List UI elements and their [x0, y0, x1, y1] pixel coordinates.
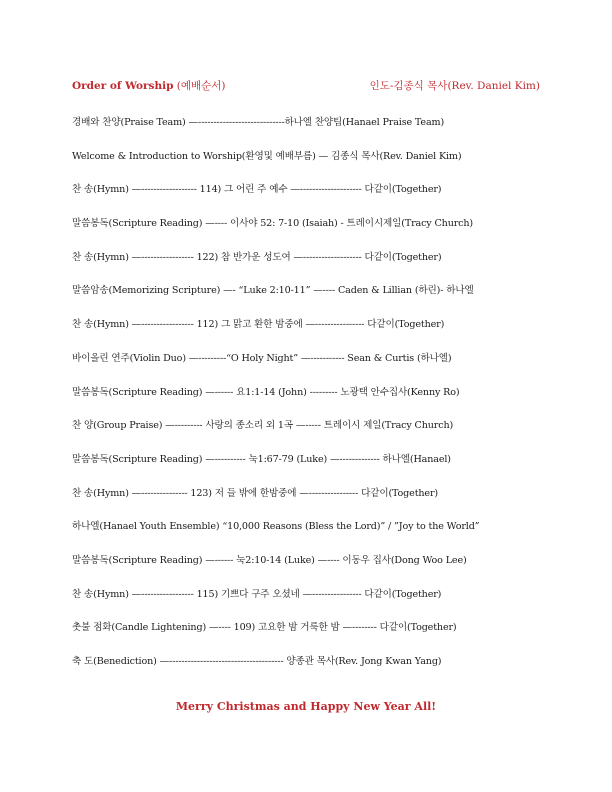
order-of-worship-title-korean: (예배순서)	[173, 80, 226, 92]
program-line-praise-team: 경배와 찬양(Praise Team) —----------------------------하나엘 찬양팀(Hanael Praise Team)	[72, 117, 445, 128]
program-line-hymn-112: 찬 송(Hymn) —----------------- 112) 그 맑고 환한 밤중에 —---------------- 다같이(Together)	[72, 319, 445, 331]
program-line-youth-ensemble: 하나엘(Hanael Youth Ensemble) “10,000 Reasons (Bless the Lord)” / ”Joy to the World”	[72, 521, 480, 533]
christmas-greeting: Merry Christmas and Happy New Year All!	[175, 700, 437, 713]
program-line-scripture-luke-2: 말씀봉독(Scripture Reading) —------ 눅2:10-14 (Luke) —---- 이동우 집사(Dong Woo Lee)	[72, 554, 467, 566]
program-line-violin-duo: 바이올린 연주(Violin Duo) —---------“O Holy Night” —----------- Sean & Curtis (하나엘)	[72, 352, 452, 364]
program-line-memorizing-scripture: 말씀암송(Memorizing Scripture) —- “Luke 2:10-11” —---- Caden & Lillian (하린)- 하나엘	[72, 285, 474, 297]
program-line-candle-lightening: 촛불 점화(Candle Lightening) —---- 109) 고요한 밤 거룩한 밤 —-------- 다같이(Together)	[72, 622, 457, 634]
program-line-scripture-john: 말씀봉독(Scripture Reading) —------ 요1:1-14 (John) --------- 노광택 안수집사(Kenny Ro)	[72, 386, 460, 398]
header	[72, 78, 540, 94]
program-line-hymn-123: 찬 송(Hymn) —--------------- 123) 저 들 밖에 한밤중에 —---------------- 다같이(Together)	[72, 487, 438, 499]
program-line-hymn-115: 찬 송(Hymn) —----------------- 115) 기쁘다 구주 오셨네 —---------------- 다같이(Together)	[72, 588, 442, 600]
program-line-hymn-122: 찬 송(Hymn) —----------------- 122) 참 반가운 성도여 —------------------- 다같이(Together)	[72, 251, 442, 263]
program-line-benediction: 축 도(Benediction) —------------------------------------- 양종관 목사(Rev. Jong Kwan Yang)	[72, 656, 442, 667]
worship-leader: 인도-김종식 목사(Rev. Daniel Kim)	[369, 80, 540, 92]
program-line-welcome: Welcome & Introduction to Worship(환영및 예배부름) — 김종식 목사(Rev. Daniel Kim)	[72, 150, 462, 162]
program-line-hymn-114: 찬 송(Hymn) —------------------ 114) 그 어린 주 예수 —-------------------- 다같이(Together)	[72, 184, 442, 196]
program-line-group-praise: 찬 양(Group Praise) —--------- 사랑의 종소리 외 1곡 —----- 트레이시 제일(Tracy Church)	[72, 420, 454, 432]
order-of-worship-title: Order of Worship	[72, 80, 174, 92]
worship-program-list	[72, 116, 540, 689]
program-line-scripture-isaiah: 말씀봉독(Scripture Reading) —---- 이사야 52: 7-10 (Isaiah) - 트레이시제일(Tracy Church)	[72, 218, 473, 230]
program-line-scripture-luke-1: 말씀봉독(Scripture Reading) —---------- 눅1:67-79 (Luke) —------------- 하나엘(Hanael)	[72, 453, 451, 465]
header-title-block	[72, 78, 226, 93]
